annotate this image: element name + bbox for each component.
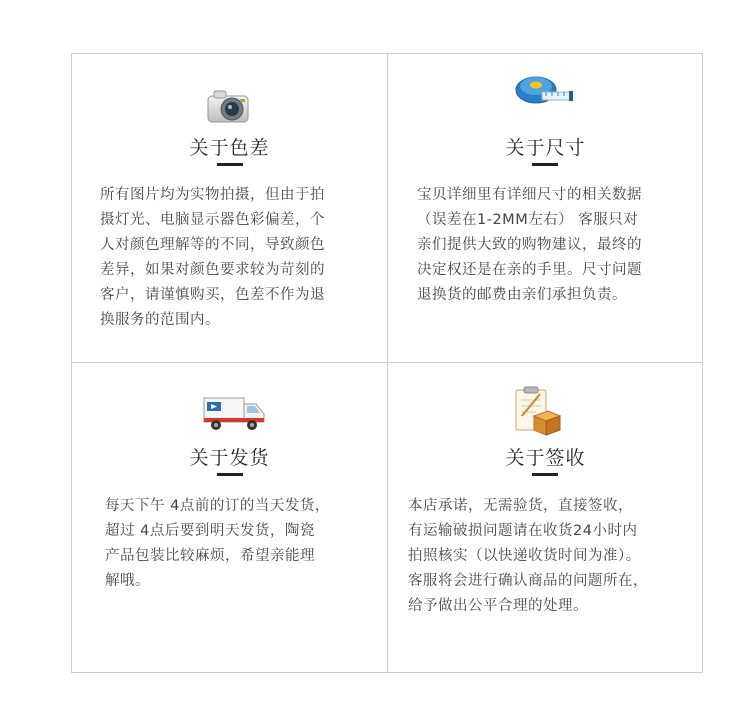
card-description (105, 494, 330, 594)
clipboard-package-icon (512, 386, 562, 442)
camera-icon (206, 86, 252, 130)
card-description (100, 183, 325, 333)
tape-measure-icon (514, 70, 576, 114)
description-line: 差异，如果对颜色要求较为苛刻的 (100, 262, 325, 278)
card-title: 关于发货 (189, 447, 270, 469)
card-title: 关于尺寸 (505, 137, 586, 159)
title-underline (532, 163, 558, 166)
description-line: 每天下午 4点前的订的当天发货， (105, 498, 330, 514)
title-underline (532, 473, 558, 476)
description-line: 有运输破损问题请在收货24小时内 (408, 523, 638, 539)
description-line: 决定权还是在亲的手里。尺寸问题 (417, 262, 642, 278)
card-receipt (388, 363, 703, 673)
description-line: （误差在1-2MM左右） 客服只对 (417, 212, 639, 228)
description-line: 宝贝详细里有详细尺寸的相关数据 (417, 187, 642, 203)
description-line: 客户，请谨慎购买，色差不作为退 (100, 287, 325, 303)
card-title: 关于签收 (505, 447, 586, 469)
card-shipping (72, 363, 387, 673)
description-line: 所有图片均为实物拍摄，但由于拍 (100, 187, 325, 203)
description-line: 亲们提供大致的购物建议，最终的 (417, 237, 642, 253)
card-color-difference (72, 54, 387, 362)
description-line: 拍照核实（以快递收货时间为准）。 (408, 548, 641, 564)
description-line: 本店承诺，无需验货，直接签收， (408, 498, 633, 514)
description-line: 换服务的范围内。 (100, 312, 220, 328)
description-line: 退换货的邮费由亲们承担负责。 (417, 287, 627, 303)
card-title: 关于色差 (189, 137, 270, 159)
description-line: 摄灯光、电脑显示器色彩偏差，个 (100, 212, 325, 228)
description-line: 人对颜色理解等的不同，导致颜色 (100, 237, 325, 253)
delivery-truck-icon (202, 392, 268, 438)
info-grid (71, 53, 703, 673)
card-description (417, 183, 642, 308)
card-description (408, 494, 648, 619)
title-underline (217, 473, 243, 476)
description-line: 产品包装比较麻烦，希望亲能理 (105, 548, 315, 564)
description-line: 解哦。 (105, 573, 150, 589)
title-underline (217, 163, 243, 166)
card-size (388, 54, 703, 362)
description-line: 客服将会进行确认商品的问题所在， (408, 573, 648, 589)
description-line: 超过 4点后要到明天发货，陶瓷 (105, 523, 315, 539)
description-line: 给予做出公平合理的处理。 (408, 598, 588, 614)
